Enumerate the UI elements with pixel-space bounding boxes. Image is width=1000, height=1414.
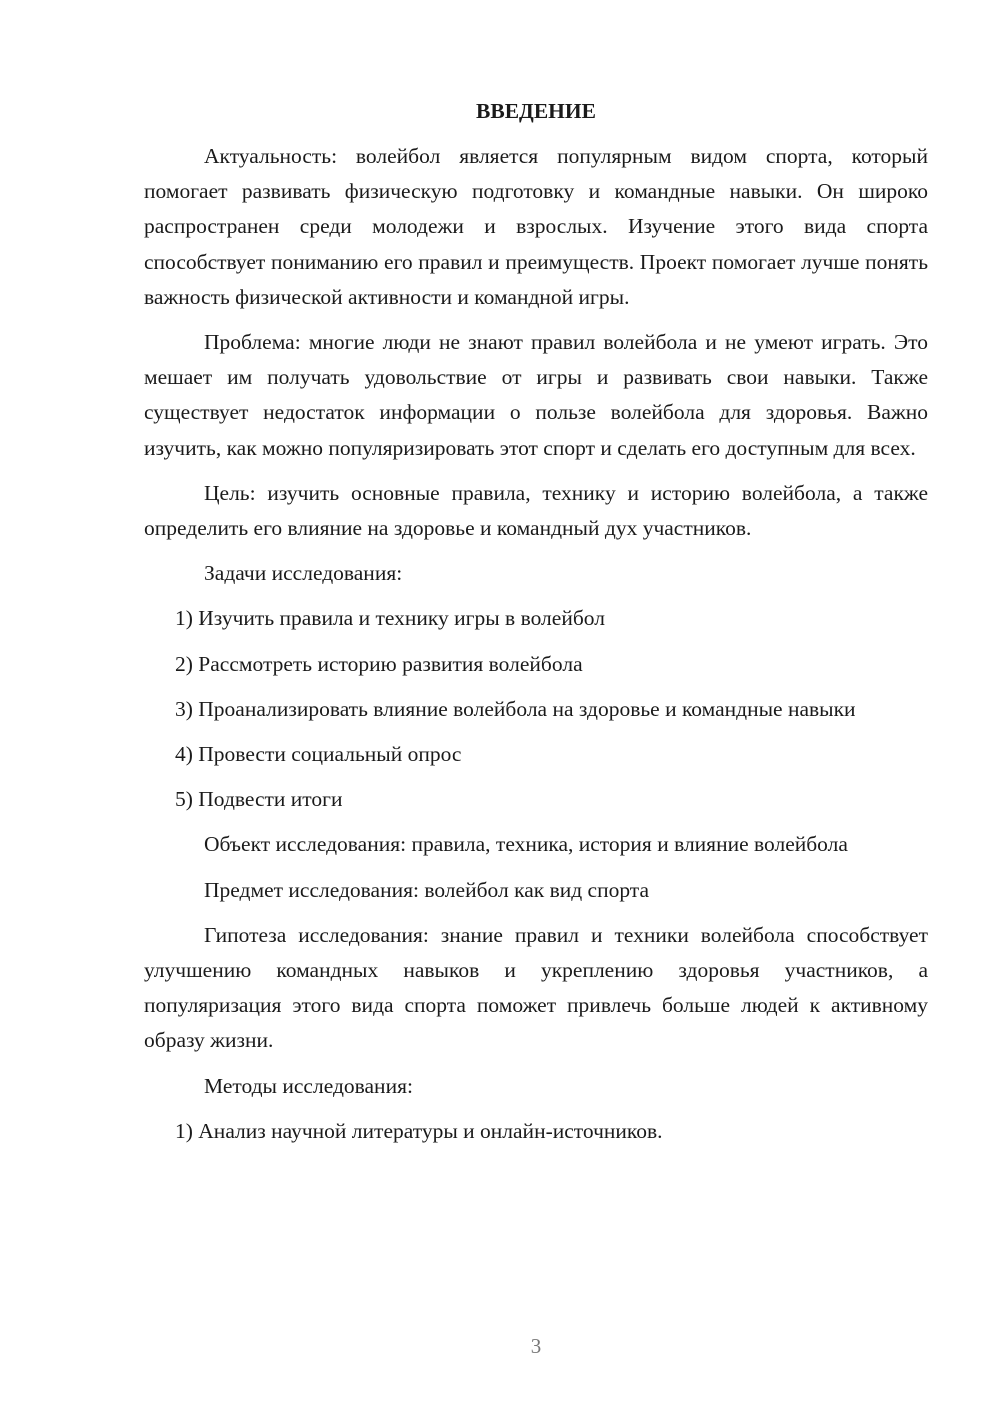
- object-paragraph: Объект исследования: правила, техника, история и влияние волейбола: [204, 832, 848, 857]
- task-item-3: 3) Проанализировать влияние волейбола на здоровье и командные навыки: [175, 696, 856, 721]
- page-number: 3: [530, 1334, 542, 1358]
- relevance-paragraph: Актуальность: волейбол является популярным видом спорта, который помогает развивать физическую подготовку и командные навыки. Он широко распространен среди молодежи и взрослых. Изучение этого вида спорта способствует пониманию его правил и преимуществ. Проект помогает лучше понять важность физической активности и командной игры.: [144, 144, 928, 309]
- tasks-heading: Задачи исследования:: [204, 561, 403, 586]
- goal-paragraph: Цель: изучить основные правила, технику и историю волейбола, а также определить его влияние на здоровье и командный дух участников.: [144, 480, 928, 541]
- task-item-1: 1) Изучить правила и технику игры в волейбол: [175, 606, 605, 631]
- document-page: [144, 94, 928, 1159]
- task-item-2: 2) Рассмотреть историю развития волейбола: [175, 651, 583, 676]
- page-title: ВВЕДЕНИЕ: [476, 99, 596, 123]
- problem-paragraph: Проблема: многие люди не знают правил волейбола и не умеют играть. Это мешает им получать удовольствие от игры и развивать свои навыки. Также существует недостаток информации о пользе волейбола для здоровья. Важно изучить, как можно популяризировать этот спорт и сделать его доступным для всех.: [144, 330, 928, 460]
- methods-heading: Методы исследования:: [204, 1073, 413, 1098]
- subject-paragraph: Предмет исследования: волейбол как вид спорта: [204, 877, 650, 902]
- task-item-5: 5) Подвести итоги: [175, 787, 343, 812]
- method-item-1: 1) Анализ научной литературы и онлайн-источников.: [175, 1118, 663, 1143]
- task-item-4: 4) Провести социальный опрос: [175, 742, 462, 767]
- hypothesis-paragraph: Гипотеза исследования: знание правил и техники волейбола способствует улучшению командных навыков и укреплению здоровья участников, а популяризация этого вида спорта поможет привлечь больше людей к активному образу жизни.: [144, 922, 928, 1053]
